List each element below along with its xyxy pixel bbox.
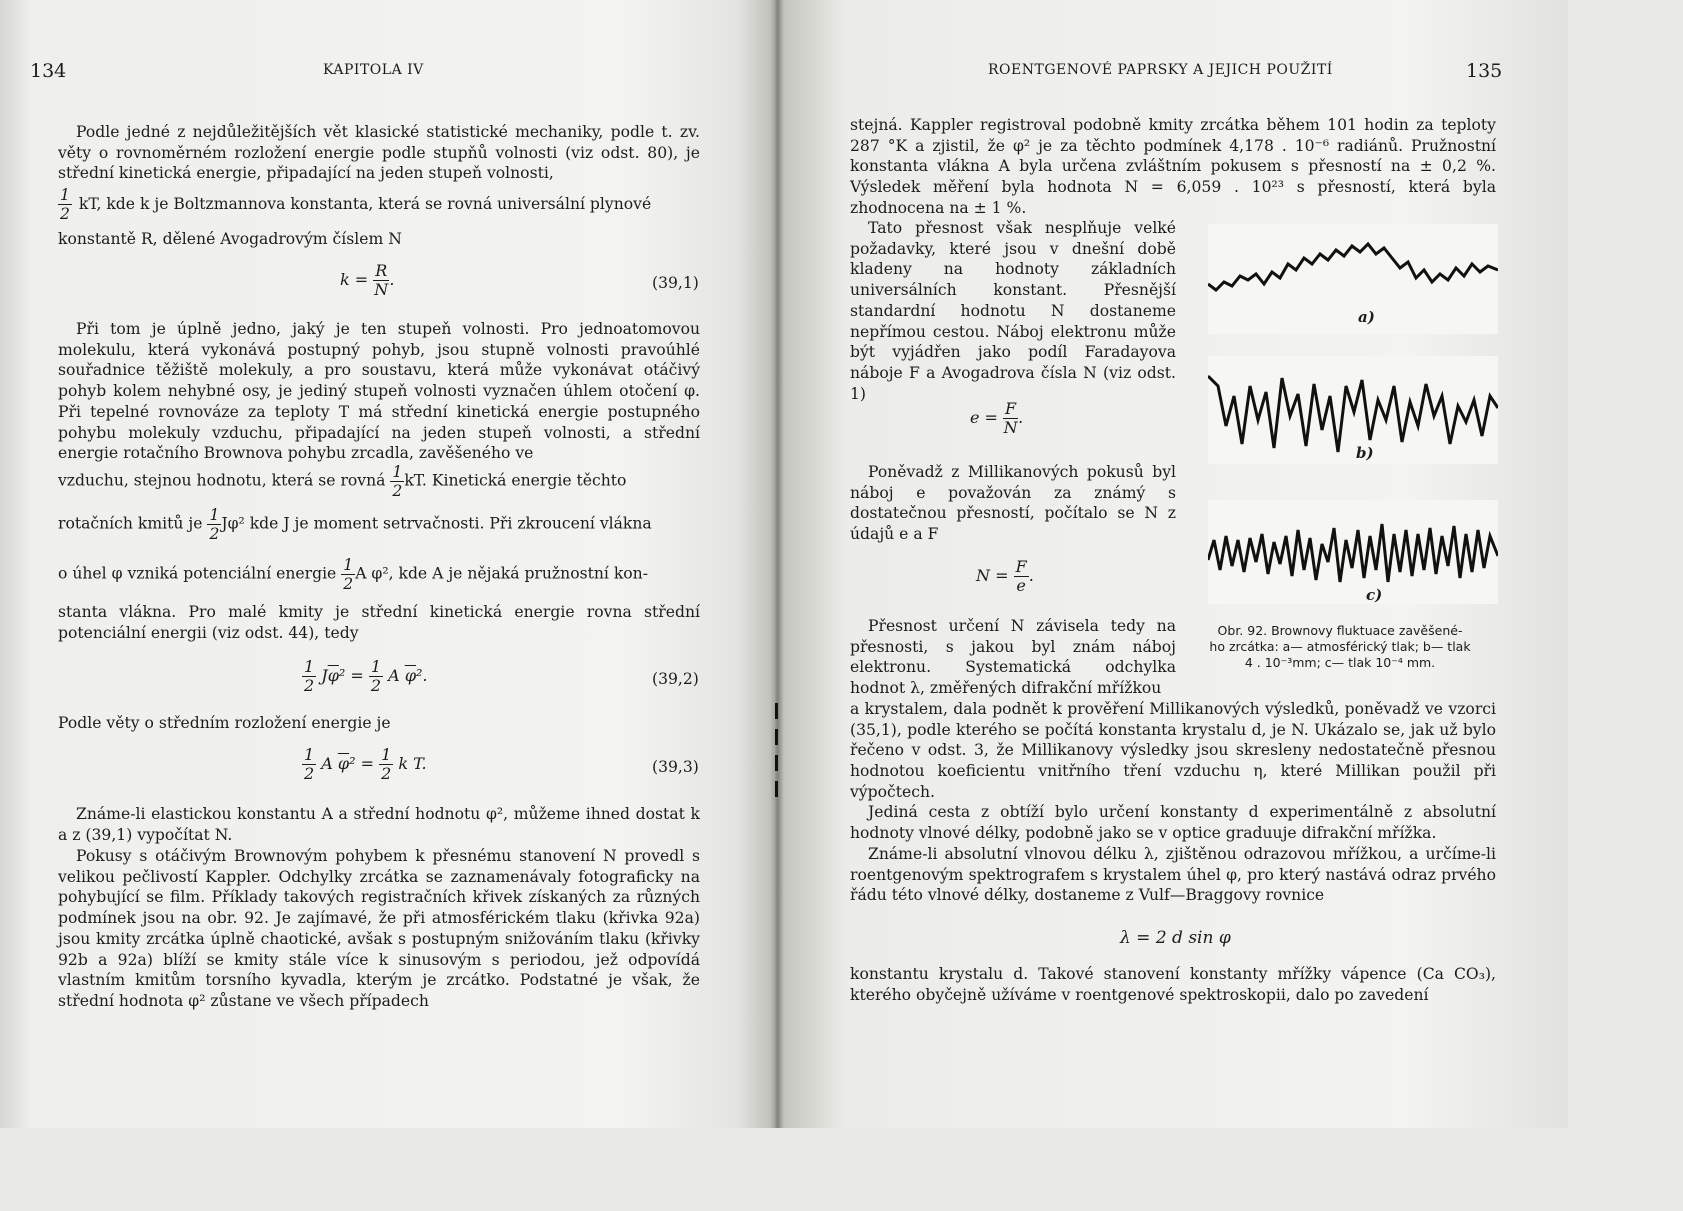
paragraph-2: Při tom je úplně jedno, jaký je ten stupeň volnosti. Pro jednoatomovou molekulu, která vykonává postupný pohyb, jsou stupně volnosti pravoúhlé souřadnice těžiště molekuly, a pro soustavu, která může vykonávat otáčivý pohyb kolem nehybné osy, je jediný stupeň volnosti vyznačen úhlem otočení φ. Při tepelné rovnováze za teploty T má střední kinetická energie postupného pohybu molekuly vzduchu, připadající na jeden stupeň volnosti, a střední energie rotačního Brownova pohybu zrcadla, zavěšeného ve — [58, 320, 700, 463]
page-number-right: 135 — [1466, 60, 1503, 82]
paragraph-r2: Tato přesnost však nesplňuje velké požadavky, které jsou v dnešní době kladeny na hodnoty základních universálních konstant. Přesnější standardní hodnotu N dostaneme nepřímou cestou. Náboj elektronu může být vyjádřen jako podíl Faradayova náboje F a Avogadrova čísla N (viz odst. 1) — [850, 219, 1176, 403]
equation-e-F-N: e = $\frac{F}{N}$ . — [970, 399, 1024, 437]
equation-39-3: $\frac{1}{2}$ A $\overline{\varphi}^2$ = $\frac{1}{2}$ k T. — [304, 745, 427, 783]
paragraph-r4: Přesnost určení N závisela tedy na přesnosti, s jakou byl znám náboj elektronu. Systematická odchylka hodnot λ, změřených difrakční mřížkou — [850, 617, 1176, 698]
figure-label-b: b) — [1356, 444, 1374, 462]
paragraph-4: Známe-li elastickou konstantu A a střední hodnotu φ², můžeme ihned dostat k a z (39,1) vypočítat N. — [58, 805, 700, 844]
paragraph-r6: Známe-li absolutní vlnovou délku λ, zjištěnou odrazovou mřížkou, a určíme-li roentgenovým spektrografem s krystalem úhel φ, pro který nastává odraz prvého řádu této vlnové délky, dostaneme z Vulf—Braggovy rovnice — [850, 845, 1496, 905]
equation-bragg: λ = 2 d sin φ — [1120, 928, 1231, 948]
paragraph-r4b: a krystalem, dala podnět k prověření Millikanových výsledků, poněvadž ve vzorci (35,1), podle kterého se počítá konstanta krystalu d, je N. Ukázalo se, jak už bylo řečeno v odst. 3, že Millikanovy výsledky jsou skresleny nedostatečně přesnou hodnotou koeficientu vnitřního tření vzduchu η, které Millikan použil při výpočtech. — [850, 700, 1496, 801]
figure-label-a: a) — [1358, 308, 1375, 326]
running-head-right: ROENTGENOVÉ PAPRSKY A JEJICH POUŽITÍ — [988, 62, 1333, 78]
half-kT-line: $\frac{1}{2}$ kT, kde k je Boltzmannova konstanta, která se rovná universální plynové — [60, 186, 652, 223]
figure-trace-a — [1208, 224, 1498, 334]
equation-N-F-e: N = $\frac{F}{e}$ . — [976, 557, 1034, 595]
line-vzduchu: vzduchu, stejnou hodnotu, která se rovná $\frac{1}{2}$ kT. Kinetická energie těchto — [58, 463, 627, 500]
figure-trace-c — [1208, 500, 1498, 604]
figure-caption: Obr. 92. Brownovy fluktuace zavěšené- ho zrcátka: a— atmosférický tlak; b— tlak 4 . 10⁻³mm; c— tlak 10⁻⁴ mm. — [1209, 623, 1471, 670]
equation-39-2: $\frac{1}{2}$ $J\overline{\varphi}^2$ = $\frac{1}{2}$ A $\overline{\varphi}^2$. — [304, 657, 428, 695]
fraction-half: $\frac{1}{2}$ — [60, 186, 70, 223]
figure-label-c: c) — [1366, 586, 1383, 604]
equation-39-1: k = $\frac{R}{N}$ . — [340, 261, 395, 299]
paragraph-5: Pokusy s otáčivým Brownovým pohybem k přesnému stanovení N provedl s velikou pečlivostí Kappler. Odchylky zrcátka se zaznamenávaly fotograficky na pohybující se film. Příklady takových registračních křivek získaných za různých podmínek jsou na obr. 92. Je zajímavé, že při atmosférickém tlaku (křivka 92a) jsou kmity zrcátka úplně chaotické, avšak s postupným snižováním tlaku (křivky 92b a 92a) blíží se kmity stále více k sinusovým s periodou, jež odpovídá vlastním kmitům torsního kyvadla, kterým je zrcátko. Podstatné je však, že střední hodnota φ² zůstane ve všech případech — [58, 847, 700, 1010]
equation-number-39-2: (39,2) — [652, 670, 699, 688]
line-rotacnich: rotačních kmitů je $\frac{1}{2}$ Jφ² kde J je moment setrvačnosti. Při zkroucení vlákna — [58, 506, 652, 543]
paragraph-2e: stanta vlákna. Pro malé kmity je střední kinetická energie rovna střední potenciální energii (viz odst. 44), tedy — [58, 603, 700, 642]
paragraph-r3: Poněvadž z Millikanových pokusů byl náboj e považován za známý s dostatečnou přesností, počítalo se N z údajů e a F — [850, 463, 1176, 544]
equation-number-39-1: (39,1) — [652, 274, 699, 292]
left-page — [0, 0, 780, 1128]
paragraph-3: Podle věty o středním rozložení energie je — [58, 714, 391, 732]
paragraph-1c: konstantě R, dělené Avogadrovým číslem N — [58, 230, 402, 248]
equation-number-39-3: (39,3) — [652, 758, 699, 776]
running-head-left: KAPITOLA IV — [323, 62, 424, 78]
paragraph-1: Podle jedné z nejdůležitějších vět klasické statistické mechaniky, podle t. zv. věty o rovnoměrném rozložení energie podle stupňů volnosti (viz odst. 80), je střední kinetická energie, připadající na jeden stupeň volnosti, — [58, 123, 700, 183]
paragraph-r7: konstantu krystalu d. Takové stanovení konstanty mřížky vápence (Ca CO₃), kterého obyčejně užíváme v roentgenové spektroskopii, dalo po zavedení — [850, 965, 1496, 1004]
line-potencialni: o úhel φ vzniká potenciální energie $\frac{1}{2}$ A φ², kde A je nějaká pružnostní kon- — [58, 556, 648, 593]
margin-marks — [773, 703, 781, 803]
figure-trace-b — [1208, 356, 1498, 464]
paragraph-r1: stejná. Kappler registroval podobně kmity zrcátka během 101 hodin za teploty 287 °K a zjistil, že φ² je za těchto podmínek 4,178 . 10⁻⁶ radiánů. Pružnostní konstanta vlákna A byla určena zvláštním pokusem s přesností na ± 0,2 %. Výsledek měření byla hodnota N = 6,059 . 10²³ s přesností, která byla zhodnocena na ± 1 %. — [850, 116, 1496, 217]
paragraph-r5: Jediná cesta z obtíží bylo určení konstanty d experimentálně z absolutní hodnoty vlnové délky, podobně jako se v optice graduuje difrakční mřížka. — [850, 803, 1496, 842]
page-number-left: 134 — [30, 60, 67, 82]
